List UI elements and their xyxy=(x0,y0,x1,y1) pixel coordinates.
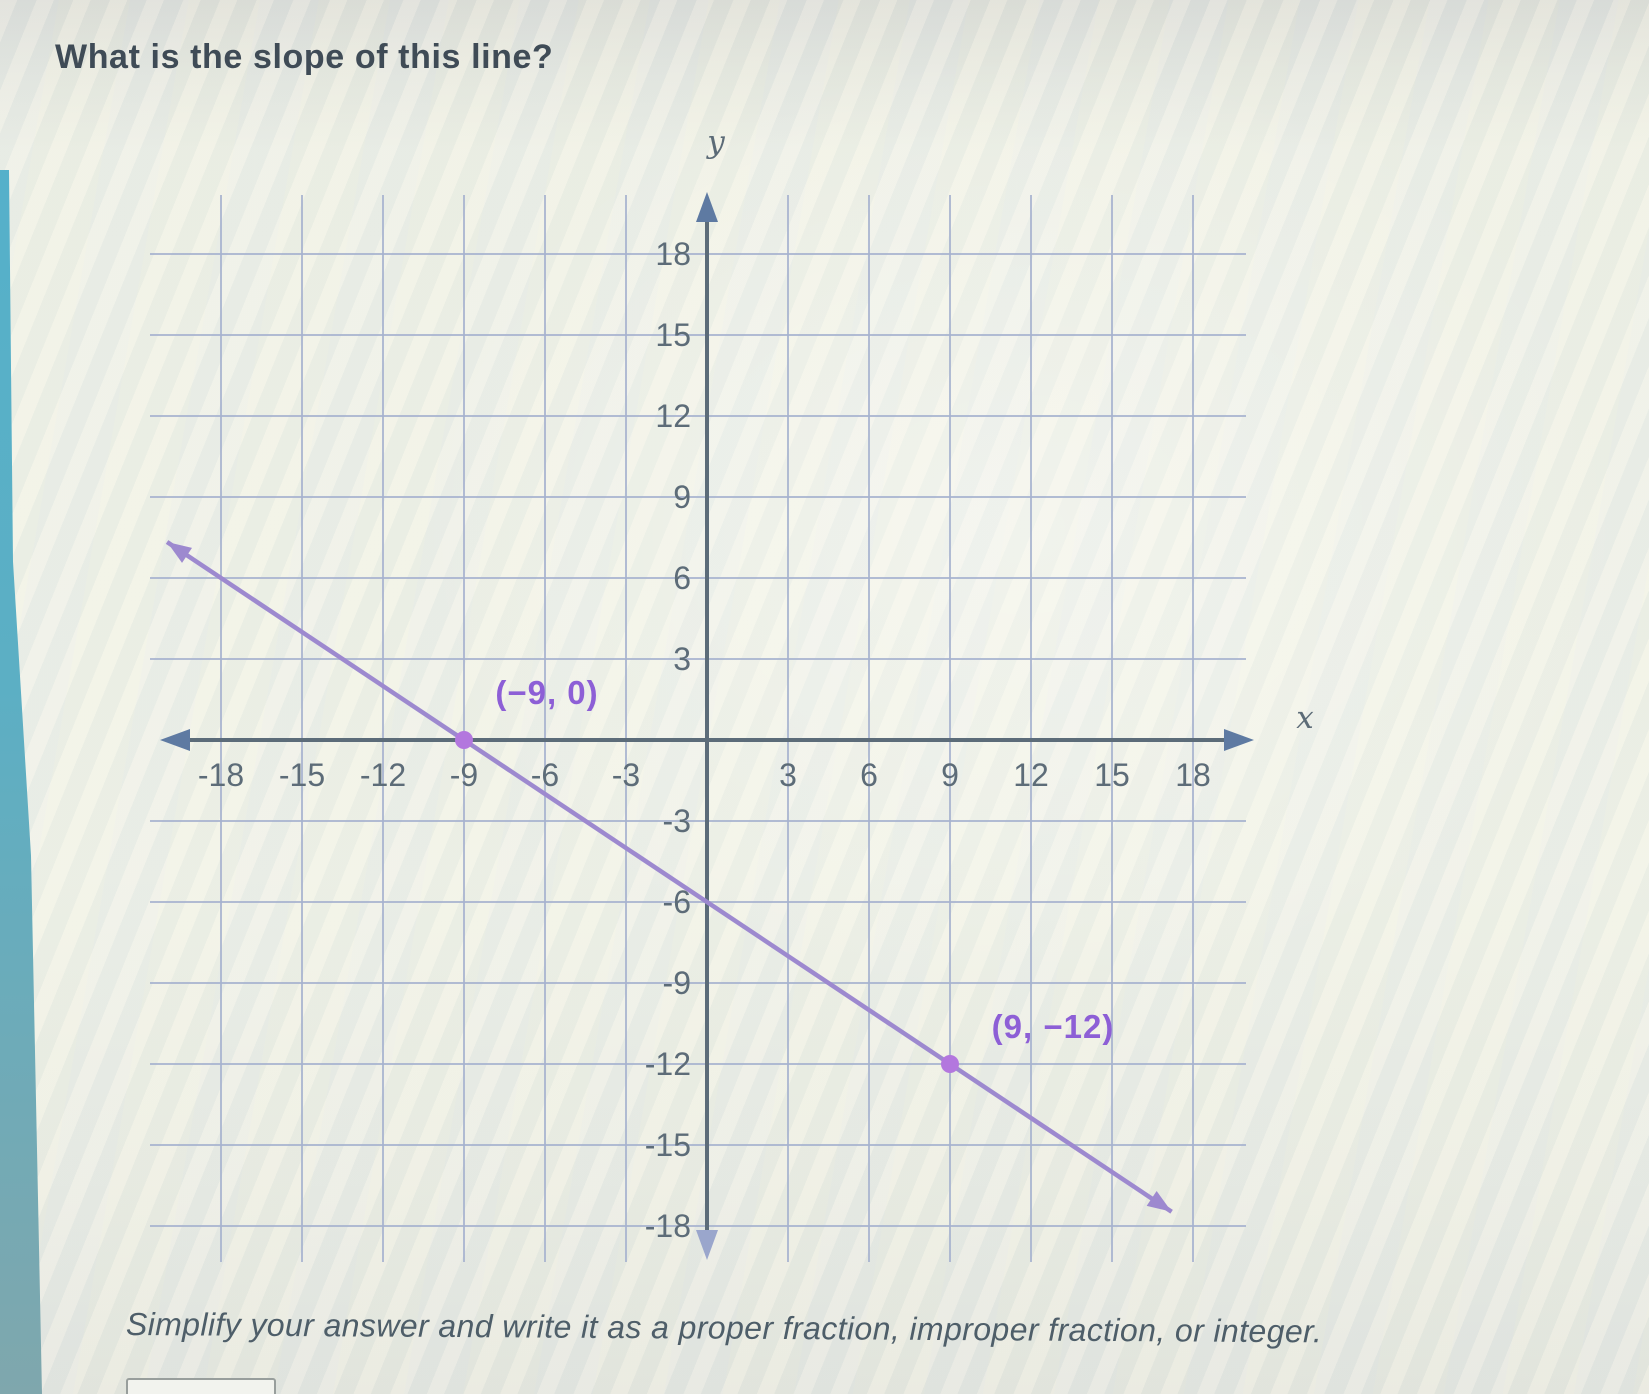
y-tick-label: 12 xyxy=(655,398,691,434)
line-start-arrow-icon xyxy=(167,542,192,563)
x-tick-label: -12 xyxy=(359,757,407,793)
x-axis-left-arrow-icon xyxy=(160,729,190,751)
line-end-arrow-icon xyxy=(1147,1191,1172,1212)
data-point xyxy=(941,1055,959,1073)
y-tick-label: -9 xyxy=(662,965,691,1001)
y-tick-label: 6 xyxy=(673,560,691,596)
x-tick-label: 6 xyxy=(860,757,878,793)
y-tick-label: 3 xyxy=(673,641,691,677)
x-tick-label: -15 xyxy=(278,757,326,793)
instruction-text: Simplify your answer and write it as a proper fraction, improper fraction, or integer. xyxy=(125,1306,1323,1350)
x-tick-label: 15 xyxy=(1094,757,1130,793)
y-tick-label: 9 xyxy=(673,479,691,515)
x-tick-label: -3 xyxy=(611,757,641,793)
y-tick-label: -12 xyxy=(644,1046,691,1082)
y-tick-label: -15 xyxy=(644,1127,691,1163)
axis-layer xyxy=(160,192,1254,1260)
data-layer xyxy=(167,542,1172,1212)
y-tick-label: 18 xyxy=(655,236,691,272)
x-tick-label: -9 xyxy=(449,757,479,793)
y-axis-up-arrow-icon xyxy=(696,192,718,222)
x-tick-label: 9 xyxy=(941,757,959,793)
x-tick-label: 3 xyxy=(779,757,797,793)
y-tick-label: -3 xyxy=(662,803,691,839)
data-point xyxy=(455,731,473,749)
y-tick-label: -6 xyxy=(662,884,691,920)
x-tick-label: 18 xyxy=(1175,757,1211,793)
y-axis-label: y xyxy=(707,124,725,160)
answer-input[interactable] xyxy=(126,1378,276,1394)
point-label: (−9, 0) xyxy=(495,674,599,711)
y-tick-label: -18 xyxy=(644,1208,691,1244)
x-axis-label: x xyxy=(1296,700,1314,736)
x-tick-label: 12 xyxy=(1013,757,1049,793)
y-tick-label: 15 xyxy=(655,317,691,353)
question-title: What is the slope of this line? xyxy=(55,38,554,76)
x-tick-label: -18 xyxy=(197,757,245,793)
x-axis-right-arrow-icon xyxy=(1224,729,1254,751)
x-tick-label: -6 xyxy=(530,757,560,793)
plotted-line xyxy=(167,542,1172,1212)
grid-layer xyxy=(150,195,1246,1262)
y-axis-down-arrow-icon xyxy=(696,1230,718,1260)
point-label: (9, −12) xyxy=(991,1008,1115,1045)
